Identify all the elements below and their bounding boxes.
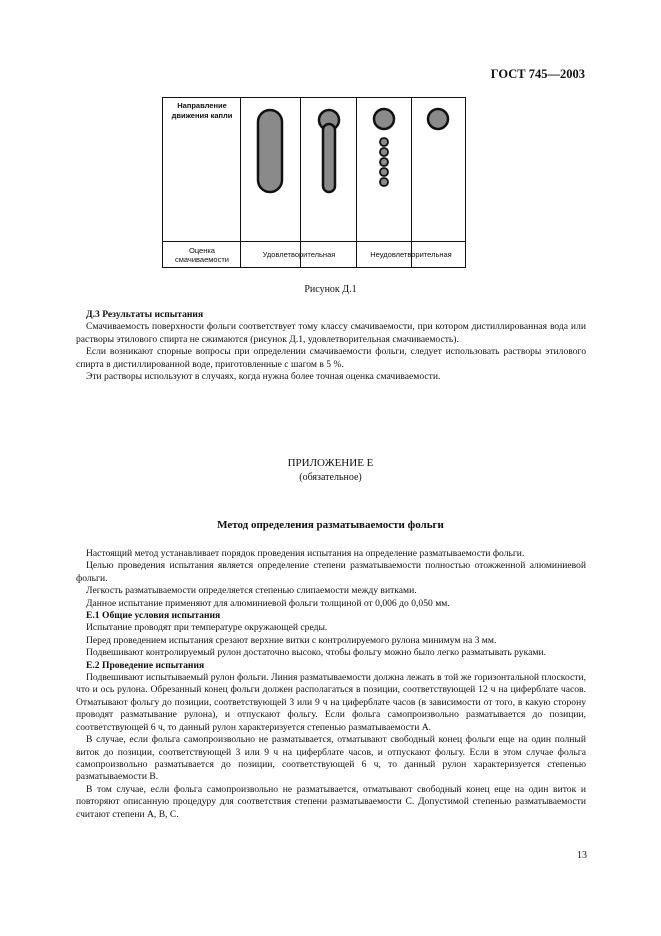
- paragraph: Перед проведением испытания срезают верхние витки с контролируемого рулона минимум на 3 мм.: [86, 634, 497, 646]
- paragraph: Подвешивают контролируемый рулон достаточно высоко, чтобы фольгу можно было легко разматывать руками.: [86, 647, 546, 659]
- method-title: Метод определения разматываемости фольги: [217, 519, 444, 531]
- paragraph: Легкость разматываемости определяется степенью слипаемости между витками.: [86, 585, 417, 597]
- section-title: Д.3 Результаты испытания: [86, 309, 204, 320]
- paragraph: Испытание проводят при температуре окружающей среды.: [86, 622, 328, 634]
- paragraph: Настоящий метод устанавливает порядок проведения испытания на определение разматываемости фольги.: [86, 548, 525, 559]
- paragraph: В случае, если фольга самопроизвольно не разматывается, отматывают свободный конец фольги еще на один полный виток до позиции, соответствующей 3 или 9 ч на циферблате часов, и отпускают фольгу. Если в этом случае фольга самопроизвольно разматывается до позиции, соответствующей 6 ч, то данный рулон характеризуется степенью разматываемости В.: [76, 734, 586, 783]
- satisfactory-label: Удовлетворительная: [262, 250, 336, 259]
- paragraph: Данное испытание применяют для алюминиевой фольги толщиной от 0,006 до 0,050 мм.: [86, 597, 450, 609]
- appendix-body: [76, 548, 586, 821]
- paragraph: Целью проведения испытания является определение степени разматываемости полностью отожженной алюминиевой фольги.: [76, 560, 586, 584]
- paragraph: В том случае, если фольга самопроизвольно не разматывается, отматывают свободный конец еще на один виток и повторяют описанную процедуру для соответствия степени разматываемости С. Допустимой степенью разматываемости считают степени А, В, С.: [76, 783, 586, 820]
- appendix-title: ПРИЛОЖЕНИЕ Е: [287, 457, 374, 469]
- appendix-status: (обязательное): [299, 472, 362, 483]
- section-d3: [76, 309, 586, 383]
- page-number: 13: [577, 850, 587, 861]
- paragraph: Эти растворы используют в случаях, когда нужна более точная оценка смачиваемости.: [86, 371, 441, 383]
- row-label: Оценка смачиваемости: [175, 246, 229, 264]
- paragraph: Смачиваемость поверхности фольги соответствует тому классу смачиваемости, при котором дистиллированная вода или растворы этилового спирта не сжимаются (рисунок Д.1, удовлетворительная смачиваемость).: [76, 321, 586, 345]
- divider: [163, 241, 465, 242]
- section-title: Е.1 Общие условия испытания: [86, 610, 221, 622]
- figure-caption: Рисунок Д.1: [304, 284, 357, 295]
- document-header: ГОСТ 745—2003: [490, 67, 585, 81]
- elongated-drop-icon: [241, 98, 301, 241]
- contracted-drop-icon: [412, 98, 465, 241]
- wettability-figure: [162, 97, 466, 268]
- direction-header: Направление движения капли: [171, 101, 233, 120]
- unsatisfactory-label: Неудовлетворительная: [370, 250, 452, 259]
- keyhole-drop-icon: [301, 98, 357, 241]
- section-title: Е.2 Проведение испытания: [86, 659, 205, 671]
- broken-drops-icon: [357, 98, 412, 241]
- paragraph: Если возникают спорные вопросы при определении смачиваемости фольги, следует использовать растворы этилового спирта в дистиллированной воде, приготовленные с шагом в 5 %.: [76, 346, 586, 370]
- paragraph: Подвешивают испытываемый рулон фольги. Линия разматываемости должна лежать в той же горизонтальной плоскости, что и ось рулона. Обрезанный конец фольги должен располагаться в позиции, соответствующей 12 ч на циферблате часов. Отматывают фольгу до позиции, соответствующей 3 или 9 ч на циферблате часов (в зависимости от того, в какую сторону проводят разматывание рулона), и отпускают фольгу. Если фольга самопроизвольно разматывается до позиции, соответствующей 6 ч, то данный рулон характеризуется степенью разматываемости А.: [76, 672, 586, 733]
